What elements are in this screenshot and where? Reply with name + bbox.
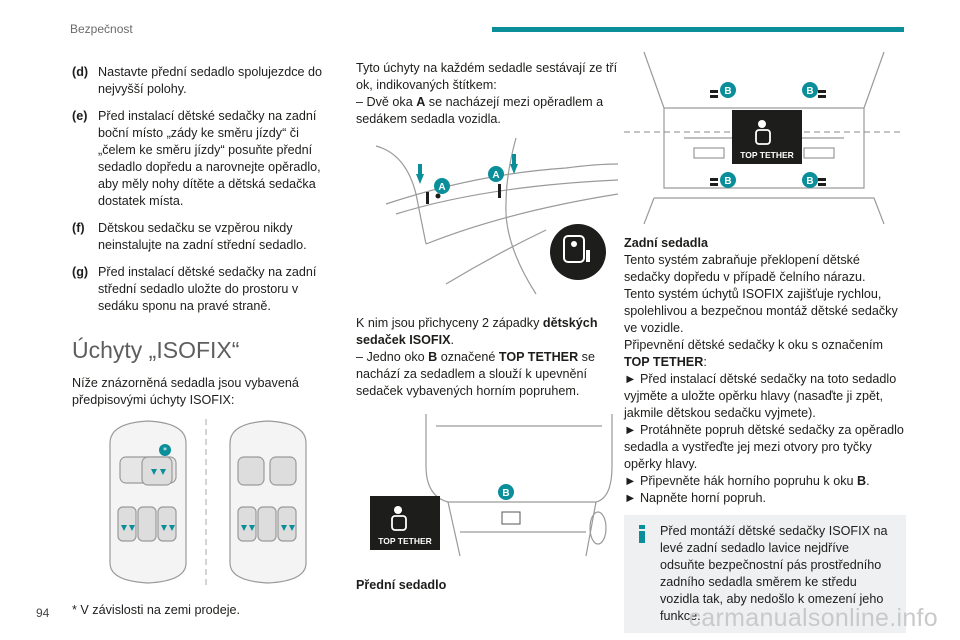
item-text: Nastavte přední sedadlo spolujezdce do nejvyšší polohy. bbox=[98, 65, 323, 96]
car-seats-diagram bbox=[72, 413, 340, 593]
marker-b-label: B bbox=[502, 488, 510, 499]
rear-para-1: Tento systém zabraňuje překlopení dětské sedačky dopředu v případě čelního nárazu. bbox=[624, 253, 866, 284]
isofix-heading: Úchyty „ISOFIX“ bbox=[72, 337, 240, 363]
header-accent-bar bbox=[492, 27, 904, 32]
item-label: (e) bbox=[72, 109, 88, 123]
list-item bbox=[72, 264, 340, 315]
step-2: ► Protáhněte popruh dětské sedačky za opěradlo sedadla a vystřeďte jej mezi otvory pro tyčky opěrky hlavy. bbox=[624, 423, 904, 471]
list-item bbox=[72, 220, 340, 254]
text-fragment: se nachází za sedadlem a slouží k upevnění sedaček vybavených horním popruhem. bbox=[356, 350, 595, 398]
column-middle bbox=[356, 60, 618, 594]
section-title: Bezpečnost bbox=[70, 22, 133, 36]
marker-b-label: B bbox=[724, 86, 732, 97]
step-1: ► Před instalací dětské sedačky na toto sedadlo vyjměte a uložte opěrku hlavy (nasaďte ji zpět, jakmile dětskou sedačku vyjmete). bbox=[624, 372, 897, 420]
text-fragment: – Dvě oka bbox=[356, 95, 417, 109]
text-fragment: : bbox=[703, 355, 707, 369]
text-fragment: K nim jsou přichyceny 2 západky bbox=[356, 316, 543, 330]
marker-b-text: B bbox=[428, 350, 438, 364]
marker-b-label: B bbox=[806, 176, 814, 187]
text-fragment: ► Připevněte hák horního popruhu k oku bbox=[624, 474, 858, 488]
isofix-child-seat-icon bbox=[550, 224, 606, 280]
item-text: Dětskou sedačku se vzpěrou nikdy neinstalujte na zadní střední sedadlo. bbox=[98, 221, 307, 252]
top-tether-text: TOP TETHER bbox=[624, 355, 704, 369]
text-fragment-bold: dětských sedaček ISOFIX bbox=[356, 316, 598, 347]
rear-para-2: Tento systém úchytů ISOFIX zajišťuje rychlou, spolehlivou a bezpečnou montáž dětské sedačky ve vozidle. bbox=[624, 287, 898, 335]
item-text: Před instalací dětské sedačky na zadní střední sedadlo uložte do prostoru v sedáku sponu na pravé straně. bbox=[98, 265, 317, 313]
step-4: ► Napněte horní popruh. bbox=[624, 491, 766, 505]
page-number: 94 bbox=[36, 606, 50, 620]
marker-a-label: A bbox=[438, 182, 446, 193]
anchors-a-text bbox=[356, 94, 618, 128]
svg-text:*: * bbox=[163, 446, 167, 455]
list-item bbox=[72, 108, 340, 210]
marker-a-text: A bbox=[416, 95, 426, 109]
info-icon bbox=[634, 525, 650, 543]
anchor-b-text bbox=[356, 349, 618, 400]
column-right bbox=[624, 48, 906, 633]
item-label: (d) bbox=[72, 65, 89, 79]
text-fragment: se nacházejí mezi opěradlem a sedákem sedadla vozidla. bbox=[356, 95, 604, 126]
list-item bbox=[72, 64, 340, 98]
item-text: Před instalací dětské sedačky na zadní boční místo „zády ke směru jízdy“ či „čelem ke směru jízdy“ posuňte přední sedadlo dopředu a narovnejte opěradlo, aby měly nohy dítěte a dětská sedačka dostatek místa. bbox=[98, 109, 321, 208]
top-tether-label: TOP TETHER bbox=[740, 150, 794, 160]
item-label: (g) bbox=[72, 265, 89, 279]
top-tether-logo bbox=[370, 496, 440, 550]
front-seat-back-figure bbox=[356, 406, 618, 566]
front-seat-caption: Přední sedadlo bbox=[356, 578, 447, 592]
latches-text bbox=[356, 315, 618, 349]
step-3 bbox=[624, 473, 906, 490]
marker-b-label: B bbox=[724, 176, 732, 187]
watermark: carmanualsonline.info bbox=[688, 604, 938, 632]
front-seat-isofix-figure bbox=[356, 134, 618, 304]
top-tether-text: TOP TETHER bbox=[498, 350, 579, 364]
rear-seats-title: Zadní sedadla bbox=[624, 236, 708, 250]
text-fragment: . bbox=[450, 333, 455, 347]
rear-para-3 bbox=[624, 337, 906, 371]
marker-b-text: B bbox=[857, 474, 867, 488]
text-fragment: – Jedno oko bbox=[356, 350, 429, 364]
footnote: * V závislosti na zemi prodeje. bbox=[72, 603, 240, 617]
isofix-intro: Níže znázorněná sedadla jsou vybavená předpisovými úchyty ISOFIX: bbox=[72, 376, 299, 407]
text-fragment: označené bbox=[437, 350, 499, 364]
rear-seats-top-tether-figure bbox=[624, 48, 904, 224]
top-tether-logo bbox=[732, 110, 802, 164]
marker-b-label: B bbox=[806, 86, 814, 97]
car-right-diagram bbox=[230, 421, 306, 583]
car-left-diagram bbox=[110, 421, 186, 583]
note-text: Před montáží dětské sedačky ISOFIX na levé zadní sedadlo lavice nejdříve odsuňte bezpečnostní pás prostředního zadního sedadla směrem ke středu vozidla tak, aby nedošlo k omezení jeho funkce. bbox=[660, 524, 888, 623]
anchors-intro: Tyto úchyty na každém sedadle sestávají ze tří ok, indikovaných štítkem: bbox=[356, 61, 618, 92]
text-fragment: . bbox=[866, 474, 870, 488]
item-label: (f) bbox=[72, 221, 85, 235]
marker-a-label: A bbox=[492, 170, 500, 181]
text-fragment: Připevnění dětské sedačky k oku s označením bbox=[624, 338, 884, 352]
column-left bbox=[72, 64, 340, 619]
top-tether-label: TOP TETHER bbox=[378, 536, 432, 546]
